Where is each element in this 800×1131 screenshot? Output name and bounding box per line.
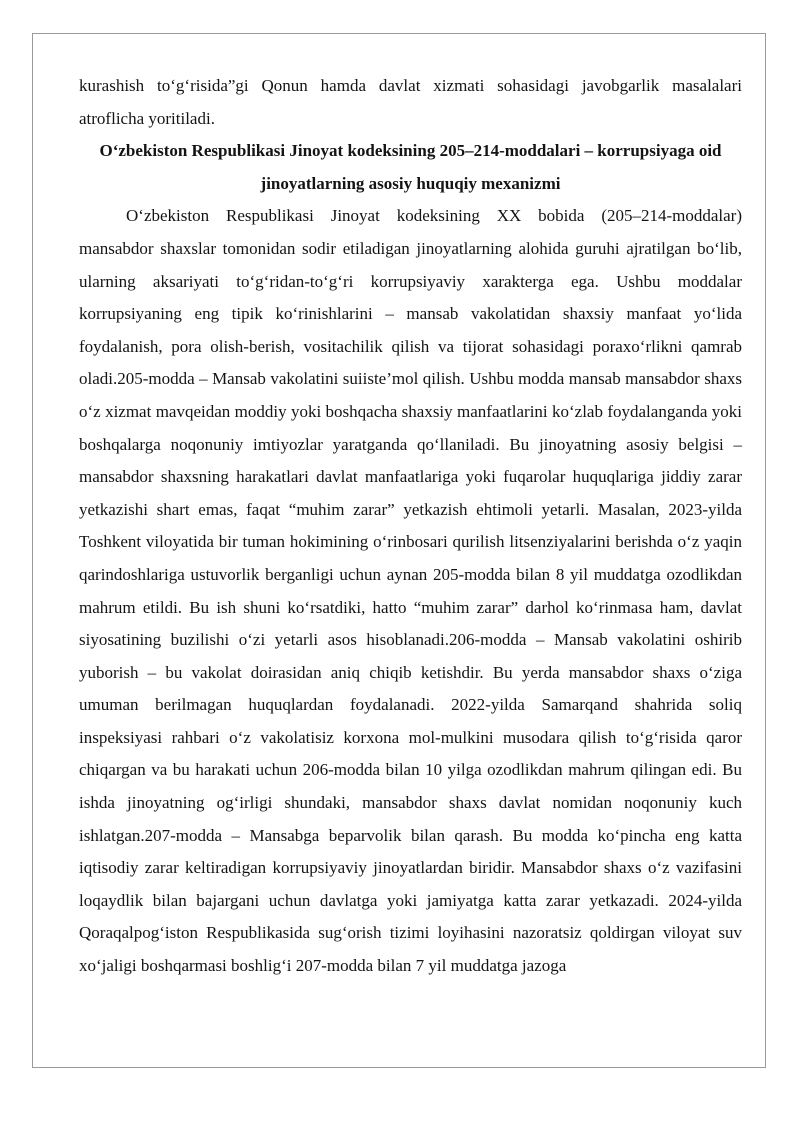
document-body (79, 70, 742, 983)
lead-paragraph: kurashish to‘g‘risida”gi Qonun hamda davlat xizmati sohasidagi javobgarlik masalalari atroflicha yoritiladi. (79, 76, 742, 128)
section-heading: O‘zbekiston Respublikasi Jinoyat kodeksining 205–214-moddalari – korrupsiyaga oid jinoyatlarning asosiy huquqiy mexanizmi (99, 141, 722, 193)
body-paragraph: O‘zbekiston Respublikasi Jinoyat kodeksining XX bobida (205–214-moddalar) mansabdor shaxslar tomonidan sodir etiladigan jinoyatlarning alohida guruhi ajratilgan bo‘lib, ularning aksariyati to‘g‘ridan-to‘g‘ri korrupsiyaviy xarakterga ega. Ushbu moddalar korrupsiyaning eng tipik ko‘rinishlarini – mansab vakolatidan shaxsiy manfaat yo‘lida foydalanish, pora olish-berish, vositachilik qilish va tijorat sohasidagi poraxo‘rlikni qamrab oladi.205-modda – Mansab vakolatini suiiste’mol qilish. Ushbu modda mansab mansabdor shaxs o‘z xizmat mavqeidan moddiy yoki boshqacha shaxsiy manfaatlarini ko‘zlab foydalanganda yoki boshqalarga noqonuniy imtiyozlar yaratganda qo‘llaniladi. Bu jinoyatning asosiy belgisi – mansabdor shaxsning harakatlari davlat manfaatlariga yoki fuqarolar huquqlariga jiddiy zarar yetkazishi shart emas, faqat “muhim zarar” yetkazish ehtimoli yetarli. Masalan, 2023-yilda Toshkent viloyatida bir tuman hokimining o‘rinbosari qurilish litsenziyalarini berishda o‘z yaqin qarindoshlariga ustuvorlik berganligi uchun aynan 205-modda bilan 8 yil muddatga ozodlikdan mahrum etildi. Bu ish shuni ko‘rsatdiki, hatto “muhim zarar” darhol ko‘rinmasa ham, davlat siyosatining buzilishi o‘zi yetarli asos hisoblanadi.206-modda – Mansab vakolatini oshirib yuborish – bu vakolat doirasidan aniq chiqib ketishdir. Bu yerda mansabdor shaxs o‘ziga umuman berilmagan huquqlardan foydalanadi. 2022-yilda Samarqand shahrida soliq inspeksiyasi rahbari o‘z vakolatisiz korxona mol-mulkini musodara qilish to‘g‘risida qaror chiqargan va bu harakati uchun 206-modda bilan 10 yilga ozodlikdan mahrum qilingan edi. Bu ishda jinoyatning og‘irligi shundaki, mansabdor shaxs davlat nomidan noqonuniy kuch ishlatgan.207-modda – Mansabga beparvolik bilan qarash. Bu modda ko‘pincha eng katta iqtisodiy zarar keltiradigan korrupsiyaviy jinoyatlardan biridir. Mansabdor shaxs o‘z vazifasini loqaydlik bilan bajargani uchun davlatga yoki jamiyatga katta zarar yetkazadi. 2024-yilda Qoraqalpog‘iston Respublikasida sug‘orish tizimi loyihasini nazoratsiz qoldirgan viloyat suv xo‘jaligi boshqarmasi boshlig‘i 207-modda bilan 7 yil muddatga jazoga (79, 206, 742, 976)
